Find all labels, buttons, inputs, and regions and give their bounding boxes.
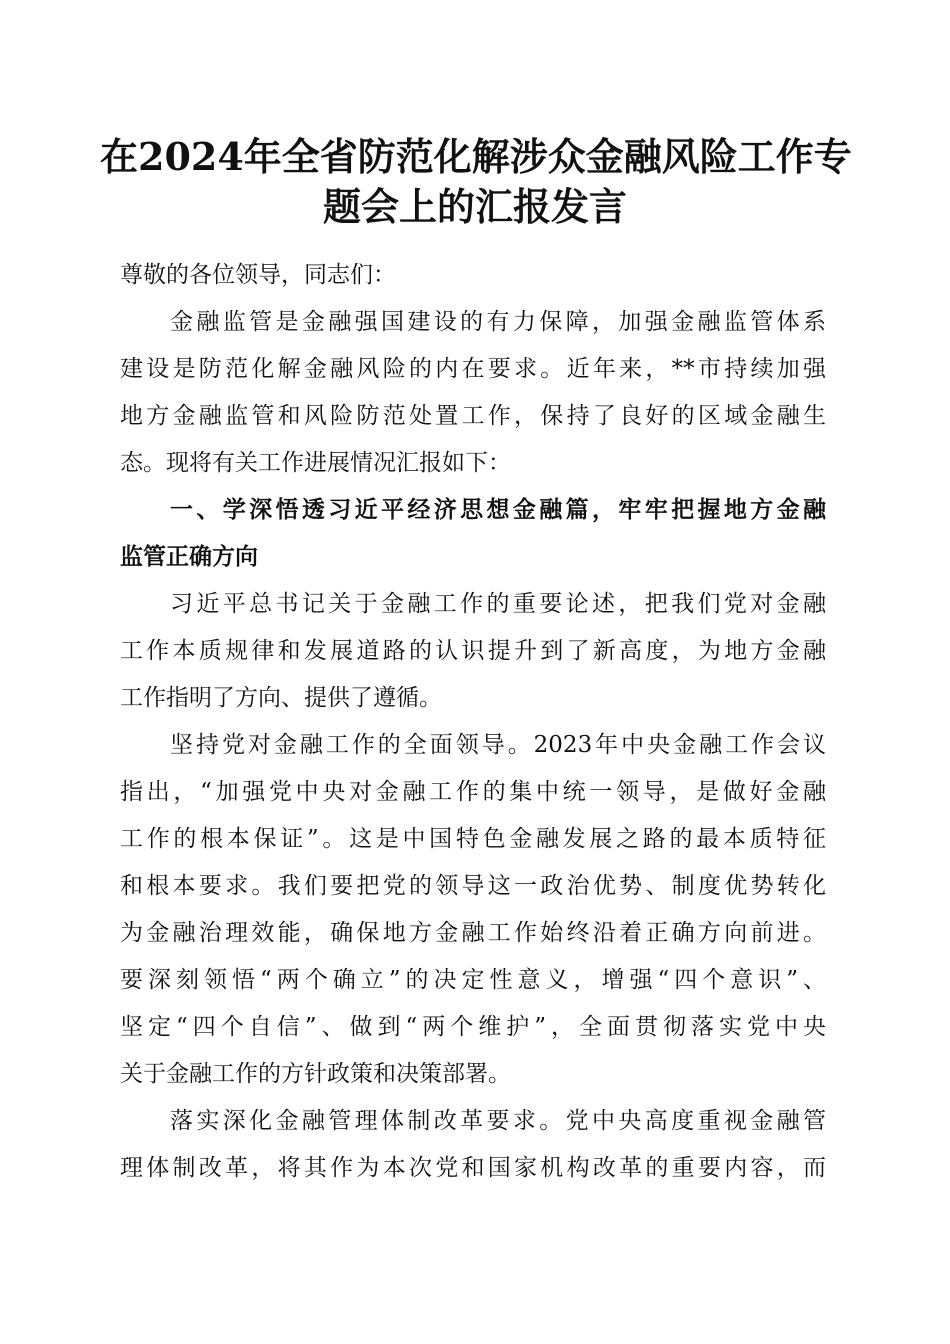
body-line: 工作本质规律和发展道路的认识提升到了新高度，为地方金融 [120,638,826,664]
body-line: 建设是防范化解金融风险的内在要求。近年来，**市持续加强 [120,356,826,382]
body-line: 坚持党对金融工作的全面领导。2023年中央金融工作会议 [170,732,826,758]
section-heading-line: 监管正确方向 [120,544,258,570]
body-line: 坚定“四个自信”、做到“两个维护”，全面贯彻落实党中央 [120,1014,826,1040]
body-line: 工作的根本保证”。这是中国特色金融发展之路的最本质特征 [120,826,826,852]
body-line: 关于金融工作的方针政策和决策部署。 [120,1061,511,1087]
body-line: 态。现将有关工作进展情况汇报如下： [120,450,511,476]
body-line: 地方金融监管和风险防范处置工作，保持了良好的区域金融生 [120,403,826,429]
body-line: 理体制改革，将其作为本次党和国家机构改革的重要内容，而 [120,1155,826,1181]
title-line-1: 在2024年全省防范化解涉众金融风险工作专 [100,134,852,179]
salutation: 尊敬的各位领导，同志们： [120,262,396,288]
document-title [100,132,850,232]
body-line: 落实深化金融管理体制改革要求。党中央高度重视金融管 [170,1108,826,1134]
body-line: 工作指明了方向、提供了遵循。 [120,685,442,711]
section-heading-line: 一、学深悟透习近平经济思想金融篇，牢牢把握地方金融 [170,497,826,523]
body-line: 要深刻领悟“两个确立”的决定性意义，增强“四个意识”、 [120,967,826,993]
body-line: 金融监管是金融强国建设的有力保障，加强金融监管体系 [170,309,826,335]
body-line: 为金融治理效能，确保地方金融工作始终沿着正确方向前进。 [120,920,826,946]
title-line-2: 题会上的汇报发言 [322,184,627,229]
body-line: 指出，“加强党中央对金融工作的集中统一领导，是做好金融 [120,779,826,805]
body-line: 习近平总书记关于金融工作的重要论述，把我们党对金融 [170,591,826,617]
document-body [120,252,826,1192]
body-line: 和根本要求。我们要把党的领导这一政治优势、制度优势转化 [120,873,826,899]
